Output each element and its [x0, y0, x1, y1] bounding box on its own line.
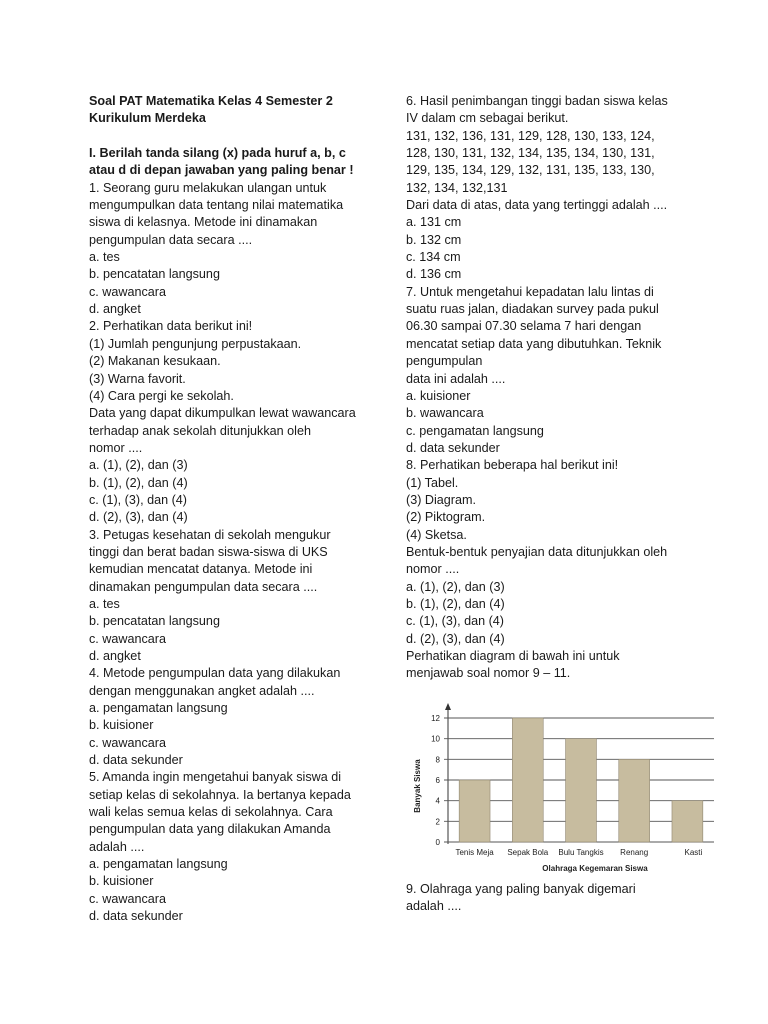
left-question-list — [89, 180, 389, 926]
text-line: c. wawancara — [89, 735, 166, 750]
text-line: 132, 134, 132,131 — [406, 180, 508, 195]
x-tick-label: Kasti — [684, 848, 703, 857]
y-tick-label: 4 — [435, 796, 440, 806]
text-line: tinggi dan berat badan siswa-siswa di UKS — [89, 544, 328, 559]
text-line: d. 136 cm — [406, 267, 462, 282]
text-line: adalah .... — [89, 839, 145, 854]
text-line: c. 134 cm — [406, 250, 461, 265]
text-line: d. (2), (3), dan (4) — [89, 510, 188, 525]
text-line: d. (2), (3), dan (4) — [406, 631, 505, 646]
y-tick-label: 12 — [431, 714, 440, 723]
text-line: nomor .... — [89, 440, 143, 455]
text-line: Data yang dapat dikumpulkan lewat wawancara — [89, 406, 356, 421]
text-line: (1) Jumlah pengunjung perpustakaan. — [89, 336, 302, 351]
text-line: b. (1), (2), dan (4) — [406, 596, 505, 611]
text-line: 128, 130, 131, 132, 134, 135, 134, 130, 131, — [406, 146, 655, 161]
text-line: pengumpulan data yang dilakukan Amanda — [89, 822, 331, 837]
text-line: setiap kelas di sekolahnya. Ia bertanya kepada — [89, 787, 351, 802]
y-tick-label: 6 — [435, 776, 440, 785]
text-line: nomor .... — [406, 562, 460, 577]
y-tick-label: 0 — [435, 838, 440, 847]
text-line: siswa di kelasnya. Metode ini dinamakan — [89, 215, 318, 230]
text-line: 06.30 sampai 07.30 selama 7 hari dengan — [406, 319, 642, 334]
text-line: d. angket — [89, 302, 141, 317]
text-line: 8. Perhatikan beberapa hal berikut ini! — [406, 458, 619, 473]
y-axis-arrow-icon — [445, 703, 451, 710]
x-tick-label: Sepak Bola — [507, 848, 549, 857]
text-line: 129, 135, 134, 129, 132, 131, 135, 133, 130, — [406, 163, 655, 178]
text-line: IV dalam cm sebagai berikut. — [406, 111, 569, 126]
text-line: a. tes — [89, 596, 120, 611]
x-tick-label: Tenis Meja — [455, 848, 494, 857]
text-line: b. (1), (2), dan (4) — [89, 475, 188, 490]
text-line: c. (1), (3), dan (4) — [89, 492, 187, 507]
text-line: 2. Perhatikan data berikut ini! — [89, 319, 253, 334]
text-line: (3) Diagram. — [406, 492, 476, 507]
text-line: wali kelas semua kelas di sekolahnya. Cara — [89, 805, 333, 820]
text-line: 9. Olahraga yang paling banyak digemari — [406, 882, 636, 896]
bar-chart — [408, 702, 724, 884]
text-line: data ini adalah .... — [406, 371, 506, 386]
text-line: pengumpulan data secara .... — [89, 232, 253, 247]
y-tick-label: 10 — [431, 734, 440, 744]
text-line: a. tes — [89, 250, 120, 265]
text-line: 4. Metode pengumpulan data yang dilakukan — [89, 666, 341, 681]
text-line: b. 132 cm — [406, 232, 462, 247]
text-line: kemudian mencatat datanya. Metode ini — [89, 562, 313, 577]
instruction-line: I. Berilah tanda silang (x) pada huruf a, b, c — [89, 146, 346, 161]
text-line: (2) Piktogram. — [406, 510, 486, 525]
text-line: terhadap anak sekolah ditunjukkan oleh — [89, 423, 311, 438]
text-line: a. (1), (2), dan (3) — [406, 579, 505, 594]
text-line: dinamakan pengumpulan data secara .... — [89, 579, 318, 594]
left-column — [89, 93, 389, 926]
spacer — [89, 128, 389, 145]
text-line: suatu ruas jalan, diadakan survey pada pukul — [406, 302, 659, 317]
text-line: (3) Warna favorit. — [89, 371, 186, 386]
text-line: b. kuisioner — [89, 874, 154, 889]
text-line: 1. Seorang guru melakukan ulangan untuk — [89, 180, 327, 195]
text-line: c. pengamatan langsung — [406, 423, 544, 438]
text-line: c. wawancara — [89, 631, 166, 646]
text-line: a. (1), (2), dan (3) — [89, 458, 188, 473]
text-line: a. kuisioner — [406, 388, 471, 403]
text-line: a. pengamatan langsung — [89, 701, 228, 716]
text-line: menjawab soal nomor 9 – 11. — [406, 666, 571, 681]
right-column — [406, 93, 696, 683]
text-line: 7. Untuk mengetahui kepadatan lalu lintas di — [406, 284, 654, 299]
text-line: 131, 132, 136, 131, 129, 128, 130, 133, 124, — [406, 128, 655, 143]
bar-chart-svg — [408, 702, 724, 884]
text-line: c. (1), (3), dan (4) — [406, 614, 504, 629]
y-axis-label: Banyak Siswa — [413, 759, 422, 813]
x-axis-label: Olahraga Kegemaran Siswa — [542, 864, 648, 873]
after-chart-question — [406, 881, 706, 916]
text-line: pengumpulan — [406, 354, 483, 369]
text-line: a. pengamatan langsung — [89, 857, 228, 872]
bar — [619, 759, 650, 842]
text-line: a. 131 cm — [406, 215, 462, 230]
doc-title: Soal PAT Matematika Kelas 4 Semester 2 — [89, 94, 333, 108]
text-line: mengumpulkan data tentang nilai matematika — [89, 198, 344, 213]
x-tick-label: Renang — [620, 848, 649, 857]
y-tick-label: 8 — [435, 755, 440, 765]
text-line: (4) Sketsa. — [406, 527, 467, 542]
text-line: d. data sekunder — [406, 440, 500, 455]
bar — [459, 780, 490, 842]
text-line: b. wawancara — [406, 406, 484, 421]
text-line: 6. Hasil penimbangan tinggi badan siswa kelas — [406, 94, 668, 108]
text-line: (1) Tabel. — [406, 475, 459, 490]
text-line: (4) Cara pergi ke sekolah. — [89, 388, 234, 403]
text-line: Dari data di atas, data yang tertinggi adalah .... — [406, 198, 668, 213]
x-tick-label: Bulu Tangkis — [558, 848, 604, 857]
doc-subtitle: Kurikulum Merdeka — [89, 111, 206, 126]
bar — [566, 739, 597, 842]
text-line: d. data sekunder — [89, 909, 183, 924]
text-line: d. angket — [89, 649, 141, 663]
text-line: mencatat setiap data yang dibutuhkan. Teknik — [406, 336, 662, 351]
text-line: Perhatikan diagram di bawah ini untuk — [406, 649, 620, 663]
text-line: b. pencatatan langsung — [89, 614, 220, 629]
text-line: d. data sekunder — [89, 753, 183, 768]
text-line: b. kuisioner — [89, 718, 154, 733]
text-line: b. pencatatan langsung — [89, 267, 220, 282]
text-line: Bentuk-bentuk penyajian data ditunjukkan oleh — [406, 544, 668, 559]
y-tick-label: 2 — [435, 817, 440, 827]
text-line: adalah .... — [406, 899, 462, 914]
text-line: c. wawancara — [89, 284, 166, 299]
text-line: 3. Petugas kesehatan di sekolah mengukur — [89, 527, 331, 542]
bar — [672, 801, 703, 842]
text-line: (2) Makanan kesukaan. — [89, 354, 221, 369]
text-line: 5. Amanda ingin mengetahui banyak siswa di — [89, 770, 342, 785]
text-line: dengan menggunakan angket adalah .... — [89, 683, 315, 698]
text-line: c. wawancara — [89, 891, 166, 906]
instruction-line: atau d di depan jawaban yang paling benar ! — [89, 163, 354, 178]
bar — [512, 718, 543, 842]
right-question-list — [406, 93, 696, 683]
